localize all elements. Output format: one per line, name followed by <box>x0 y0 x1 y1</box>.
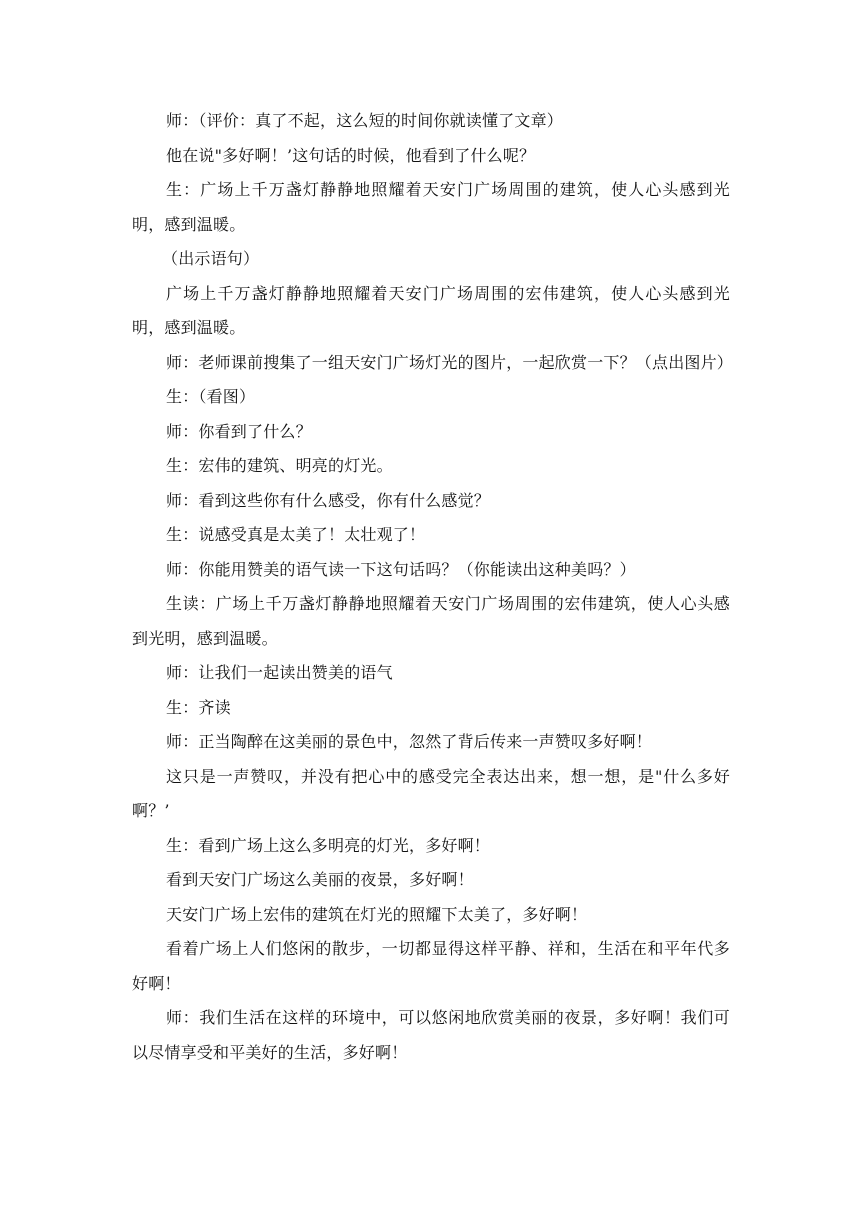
paragraph-teacher-feeling: 师：看到这些你有什么感受，你有什么感觉？ <box>166 490 491 510</box>
paragraph-night-view: 看到天安门广场这么美丽的夜景，多好啊！ <box>166 870 474 889</box>
paragraph-teacher-read-together: 师：让我们一起读出赞美的语气 <box>166 663 393 682</box>
paragraph-teacher-conclusion: 师：我们生活在这样的环境中，可以悠闲地欣赏美丽的夜景，多好啊！我们可以尽情享受和平美好的生活，多好啊！ <box>132 1008 730 1062</box>
paragraph-show-sentence: （出示语句） <box>162 249 260 268</box>
paragraph-teacher-pictures: 师：老师课前搜集了一组天安门广场灯光的图片，一起欣赏一下？（点出图片） <box>166 352 734 372</box>
paragraph-buildings-lit: 天安门广场上宏伟的建筑在灯光的照耀下太美了，多好啊！ <box>166 904 588 924</box>
paragraph-teacher-praise: 师：（评价：真了不起，这么短的时间你就读懂了文章） <box>166 111 564 130</box>
paragraph-teacher-read-praise: 师：你能用赞美的语气读一下这句话吗？（你能读出这种美吗？） <box>166 559 636 579</box>
paragraph-teacher-intoxicated: 师：正当陶醉在这美丽的景色中，忽然了背后传来一声赞叹多好啊！ <box>166 732 653 751</box>
paragraph-student-lights: 生：看到广场上这么多明亮的灯光，多好啊！ <box>166 835 491 855</box>
paragraph-student-buildings: 生：宏伟的建筑、明亮的灯光。 <box>166 456 393 475</box>
paragraph-student-look: 生：（看图） <box>166 387 256 406</box>
paragraph-student-read-together: 生：齐读 <box>166 697 231 717</box>
paragraph-teacher-what-seen: 师：你看到了什么？ <box>166 421 312 441</box>
paragraph-think: 这只是一声赞叹，并没有把心中的感受完全表达出来，想一想，是"什么多好啊？’ <box>132 766 730 820</box>
paragraph-sentence: 广场上千万盏灯静静地照耀着天安门广场周围的宏伟建筑，使人心头感到光明，感到温暖。 <box>132 283 730 337</box>
paragraph-student-reading: 生读：广场上千万盏灯静静地照耀着天安门广场周围的宏伟建筑，使人心头感到光明，感到温暖。 <box>132 594 730 648</box>
paragraph-student-feeling: 生：说感受真是太美了！太壮观了！ <box>166 525 426 544</box>
paragraph-question: 他在说"多好啊！’这句话的时候，他看到了什么呢？ <box>166 145 536 165</box>
paragraph-student-answer: 生：广场上千万盏灯静静地照耀着天安门广场周围的建筑，使人心头感到光明，感到温暖。 <box>132 180 730 234</box>
document-body <box>132 104 734 1070</box>
paragraph-peaceful-life: 看着广场上人们悠闲的散步，一切都显得这样平静、祥和，生活在和平年代多好啊！ <box>132 939 730 993</box>
